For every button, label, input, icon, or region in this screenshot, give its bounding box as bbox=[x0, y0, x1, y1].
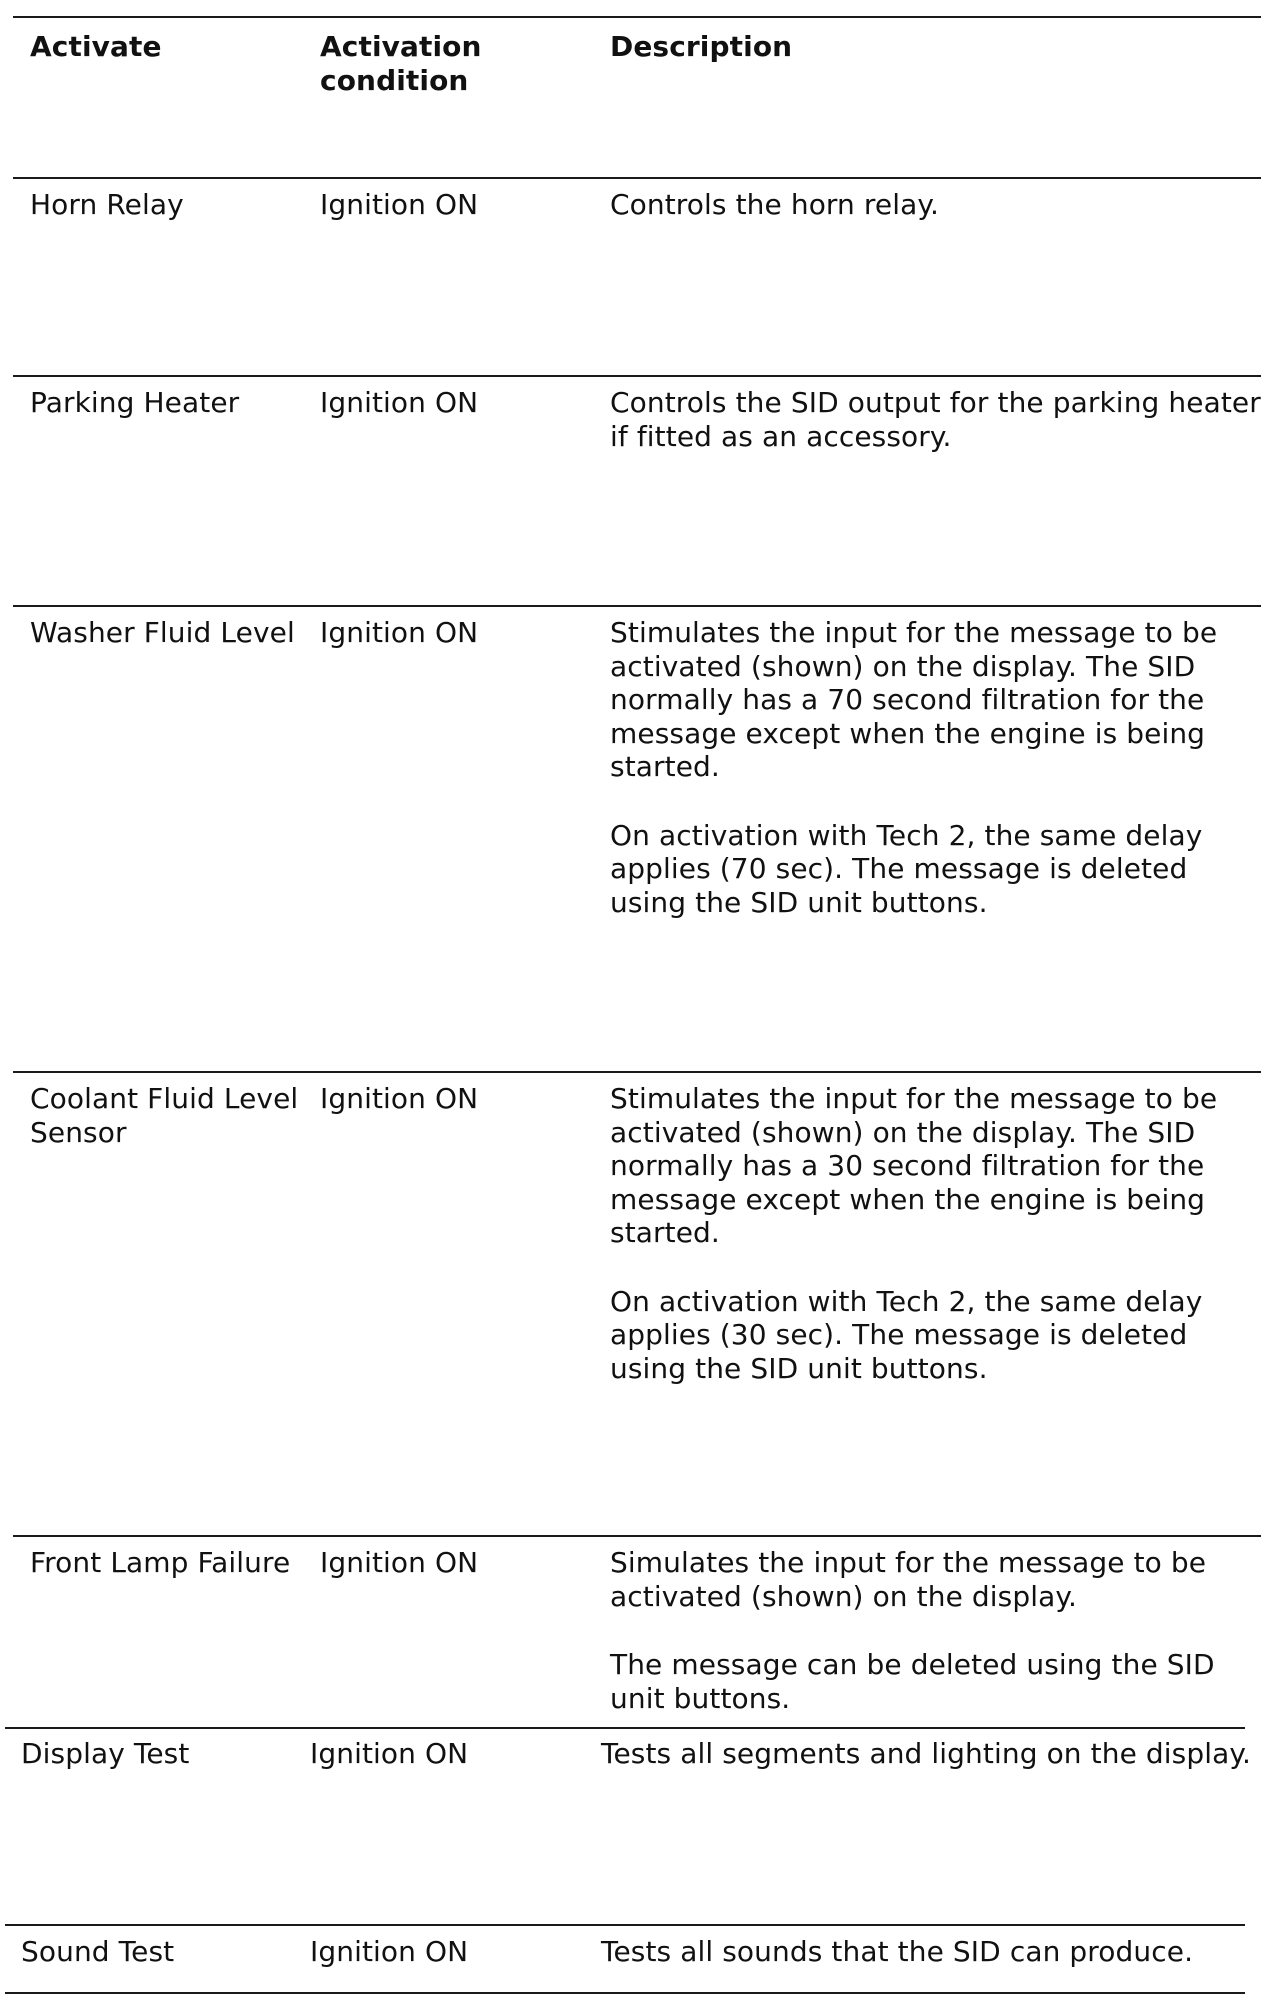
table-row-activate: Sound Test bbox=[21, 1935, 175, 1968]
header-activation-condition: Activation condition bbox=[320, 30, 482, 97]
table-row-description: Stimulates the input for the message to be activated (shown) on the display. The SID normally has a 30 second filtration for the message except when the engine is being started. On activation with Tech 2, the same delay applies (30 sec). The message is deleted using the SID unit buttons. bbox=[610, 1082, 1218, 1385]
row-divider bbox=[13, 1535, 1261, 1537]
header-activate: Activate bbox=[30, 30, 162, 63]
table-row-description: Simulates the input for the message to be activated (shown) on the display. The message can be deleted using the SID unit buttons. bbox=[610, 1546, 1215, 1715]
table-row-condition: Ignition ON bbox=[320, 1546, 479, 1579]
table-row-description: Tests all segments and lighting on the display. bbox=[601, 1737, 1252, 1770]
table-row-condition: Ignition ON bbox=[320, 1082, 479, 1115]
row-divider bbox=[5, 1727, 1245, 1729]
table-row-description: Controls the SID output for the parking heater if fitted as an accessory. bbox=[610, 386, 1261, 453]
row-divider bbox=[13, 1071, 1261, 1073]
table-bottom-rule bbox=[5, 1992, 1245, 1994]
table-row-activate: Horn Relay bbox=[30, 188, 184, 221]
table-row-condition: Ignition ON bbox=[320, 188, 479, 221]
row-divider bbox=[13, 177, 1261, 179]
table-row-description: Tests all sounds that the SID can produce. bbox=[601, 1935, 1194, 1968]
table-row-activate: Display Test bbox=[21, 1737, 190, 1770]
row-divider bbox=[13, 375, 1261, 377]
table-row-activate: Parking Heater bbox=[30, 386, 240, 419]
table-row-description: Controls the horn relay. bbox=[610, 188, 940, 221]
row-divider bbox=[13, 605, 1261, 607]
table-row-condition: Ignition ON bbox=[320, 616, 479, 649]
table-top-rule bbox=[13, 16, 1261, 18]
table-row-condition: Ignition ON bbox=[310, 1737, 469, 1770]
table-row-activate: Coolant Fluid Level Sensor bbox=[30, 1082, 299, 1149]
table-row-activate: Front Lamp Failure bbox=[30, 1546, 291, 1579]
header-description: Description bbox=[610, 30, 793, 63]
table-row-description: Stimulates the input for the message to be activated (shown) on the display. The SID normally has a 70 second filtration for the message except when the engine is being started. On activation with Tech 2, the same delay applies (70 sec). The message is deleted using the SID unit buttons. bbox=[610, 616, 1218, 919]
table-row-condition: Ignition ON bbox=[310, 1935, 469, 1968]
row-divider bbox=[5, 1924, 1245, 1926]
table-row-condition: Ignition ON bbox=[320, 386, 479, 419]
table-row-activate: Washer Fluid Level bbox=[30, 616, 295, 649]
